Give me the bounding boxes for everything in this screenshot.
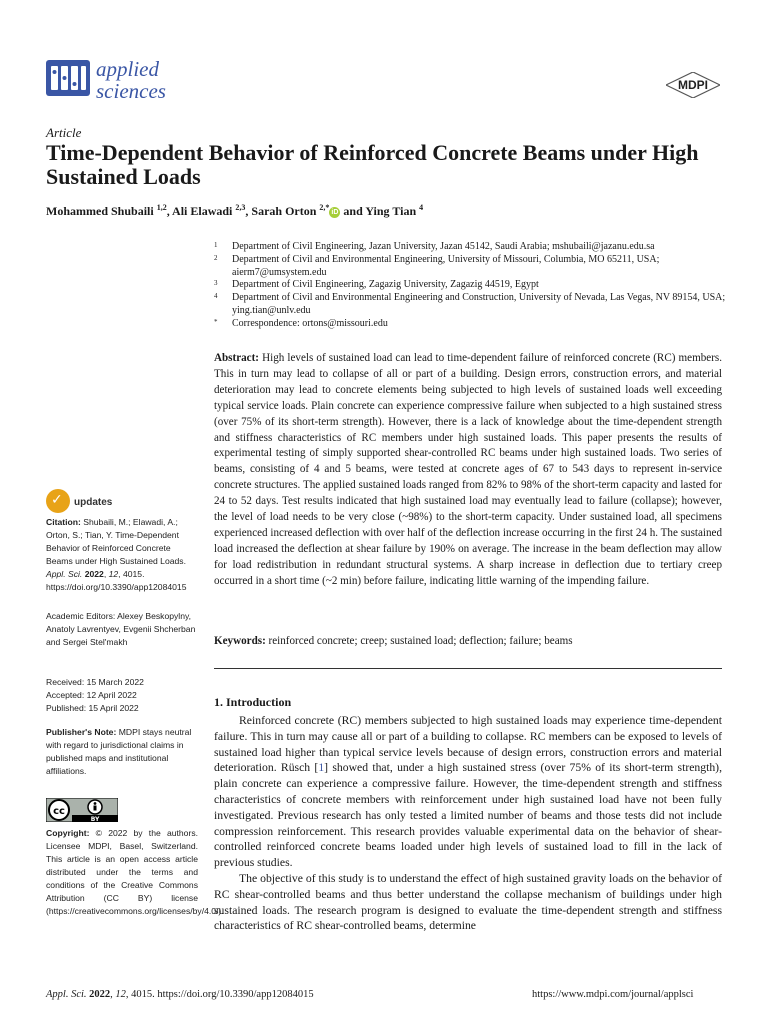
author-list (46, 203, 423, 219)
cc-text: cc (53, 806, 65, 817)
affiliation-text: Department of Civil Engineering, Zagazig University, Zagazig 44519, Egypt (232, 279, 539, 291)
affiliation-number: 3 (214, 279, 218, 288)
affiliation-item (214, 254, 734, 280)
cc-by-license-icon[interactable] (46, 798, 118, 822)
section-heading: 1. Introduction (214, 695, 292, 709)
intro-text: ] showed that, under a high sustained stress (over 75% of its short-term strength), plain concrete can experience a compressive failure. However, the time-dependent strength and stiffness characteristics of concrete members with reinforcement under high sustained load have not been fully investigated. Previous research has only tested a limited number of beams and those tests did not include compression reinforcement. This research provides valuable experimental data on the behavior of shear-controlled reinforced concrete beams loaded under high levels of sustained load to fill in the lack of previous studies. (214, 761, 723, 870)
citation-journal: Appl. Sci. (46, 569, 83, 579)
affiliation-text: Department of Civil and Environmental Engineering, University of Missouri, Columbia, MO 65211, USA; aierm7@umsystem.edu (232, 253, 660, 278)
cc-by-text: BY (90, 816, 100, 822)
publisher-name: MDPI (678, 78, 708, 92)
author-separator: , (166, 204, 173, 218)
keywords-text: reinforced concrete; creep; sustained load; deflection; failure; beams (268, 635, 573, 647)
received-date: Received: 15 March 2022 (46, 677, 144, 687)
copyright-text: © 2022 by the authors. Licensee MDPI, Basel, Switzerland. This article is an open access article distributed under the terms and conditions of the Creative Commons Attribution (CC BY) license (https://creativecommons.org/licenses/by/4.0/). (46, 828, 224, 916)
author-separator: and (340, 204, 366, 218)
footer-journal: Appl. Sci. (46, 989, 87, 1000)
affiliation-item (214, 318, 734, 331)
footer-doi-link[interactable]: , 4015. https://doi.org/10.3390/app12084015 (125, 989, 314, 1000)
footer-journal-url[interactable]: https://www.mdpi.com/journal/applsci (532, 989, 694, 1000)
intro-paragraph: The objective of this study is to understand the effect of high sustained gravity loads on the behavior of RC shear-controlled beams and thus better understand the collapse mechanism of buildings under high sustained loads. The research program is designed to evaluate the time-dependent strength and stiffness characteristics of RC shear-controlled beams, determine (214, 871, 722, 933)
footer-volume: 12 (115, 989, 126, 1000)
affiliation-number: 2 (214, 253, 218, 262)
keywords-label: Keywords: (214, 635, 266, 647)
abstract-label: Abstract: (214, 352, 259, 364)
copyright-notice (46, 827, 224, 918)
intro-body (214, 713, 722, 934)
author-affil-sup: 4 (419, 203, 424, 212)
article-type: Article (46, 125, 82, 140)
accepted-date: Accepted: 12 April 2022 (46, 690, 137, 700)
footer-citation: Appl. Sci. 2022, 12, 4015. https://doi.org/10.3390/app12084015 (46, 989, 314, 1000)
footer-year: 2022 (89, 989, 111, 1000)
published-date: Published: 15 April 2022 (46, 703, 139, 713)
section-divider (214, 668, 722, 669)
publication-dates (46, 676, 198, 715)
citation-text: Shubaili, M.; Elawadi, A.; Orton, S.; Tian, Y. Time-Dependent Behavior of Reinforced Concrete Beams under High Sustained Loads. (46, 517, 186, 566)
keywords (214, 635, 722, 647)
citation-year: 2022 (84, 569, 104, 579)
affiliation-item (214, 241, 734, 254)
author-name[interactable]: Ying Tian (365, 204, 417, 218)
affiliation-item (214, 279, 734, 292)
intro-paragraph (214, 713, 722, 871)
citation-doi[interactable]: , 4015. https://doi.org/10.3390/app12084015 (46, 569, 187, 592)
intro-text: Reinforced concrete (RC) members subjected to high sustained loads may experience time-dependent failure. This in turn may cause all or part of a building to collapse. RC members can be exposed to levels of sustained load higher than typical service levels because of design errors, construction errors and material deterioration. Rüsch [ (214, 714, 722, 775)
author-separator: , (245, 204, 252, 218)
citation-volume: 12 (108, 569, 119, 579)
affiliation-text: Department of Civil and Environmental Engineering and Construction, University of Nevada, Las Vegas, NV 89154, USA; ying.tian@unlv.edu (232, 292, 726, 316)
affiliation-item (214, 292, 734, 318)
affiliation-number: 4 (214, 292, 218, 301)
mdpi-logo (666, 72, 720, 98)
journal-name-line1: applied (96, 57, 159, 81)
affiliation-number: 1 (214, 241, 218, 249)
affiliation-text: Department of Civil Engineering, Jazan University, Jazan 45142, Saudi Arabia; mshubaili@jazanu.edu.sa (232, 241, 655, 252)
paper-title: Time-Dependent Behavior of Reinforced Concrete Beams under High Sustained Loads (46, 140, 699, 189)
orcid-icon[interactable]: iD (331, 208, 339, 216)
affiliation-number: * (214, 317, 218, 326)
citation-link[interactable]: 1 (318, 761, 325, 775)
journal-name (96, 58, 166, 102)
citation-label: Citation: (46, 517, 81, 527)
pubnote-label: Publisher's Note: (46, 727, 117, 737)
pubnote-text: MDPI stays neutral with regard to jurisdictional claims in published maps and institutional affiliations. (46, 727, 192, 776)
abstract-text: High levels of sustained load can lead to time-dependent failure of reinforced concrete (RC) members. This in turn may lead to collapse of all or part of a building. Design errors, construction errors, and material deterioration may lead to concrete elements being subjected to high levels of sustained loads well exceeding typical service loads. Plain concrete can experience compressive failure when subjected to a high sustained stress (over 75% of its short-term strength). However, there is a lack of knowledge about the time-dependent strength and stiffness characteristics of RC members under high sustained loads. This paper presents the results of experimental testing of simply supported shear-controlled RC beams under high sustained loads. Two series of beams, consisting of 4 and 5 beams, were tested at concrete ages of 67 to 543 days to represent in-service concrete structures. The applied sustained loads ranged from 82% to 98% of the short-term capacity and lasted for 24 to 52 days. Test results indicated that high sustained load may eventually lead to failure (collapse); however, the level of load needs to be very close (~98%) to the short-term capacity. Under sustained load, all specimens experienced increased deflection with over half of the deflection increase occurring in the first 24 h. The sustained load increased the deflection at shear failure by 190% on average. The increase in the beam deflection may allow for load redistribution in redundant structural systems. A sharp increase in deflection due to tertiary creep occurred in a short time (~2 min) before failure, indicating little warning of the impending failure. (214, 352, 722, 587)
updates-label: updates (74, 497, 113, 508)
citation-block: Citation: Shubaili, M.; Elawadi, A.; Orton, S.; Tian, Y. Time-Dependent Behavior of Reinforced Concrete Beams under High Sustained Loads. Appl. Sci. 2022, 12, 4015. https://doi.org/10.3390/app12084015 (46, 517, 187, 592)
author-affil-sup: 2,3 (235, 203, 246, 212)
academic-editors: Academic Editors: Alexey Beskopylny, Anatoly Lavrentyev, Evgenii Shcherban and Sergei Stel'makh (46, 611, 196, 647)
author-name[interactable]: Ali Elawadi (172, 204, 233, 218)
check-for-updates-button[interactable] (46, 489, 166, 517)
abstract (214, 351, 722, 590)
copyright-label: Copyright: (46, 828, 90, 838)
publishers-note (46, 726, 198, 778)
check-icon: ✓ (51, 492, 63, 508)
affiliation-text: Correspondence: ortons@missouri.edu (232, 317, 388, 329)
affiliations (214, 241, 734, 331)
author-name[interactable]: Sarah Orton (251, 204, 317, 218)
author-name[interactable]: Mohammed Shubaili (46, 204, 154, 218)
author-affil-sup: 1,2 (156, 203, 167, 212)
journal-logo-icon (46, 60, 90, 96)
journal-name-line2: sciences (96, 79, 166, 103)
author-affil-sup: 2,* (319, 203, 330, 212)
